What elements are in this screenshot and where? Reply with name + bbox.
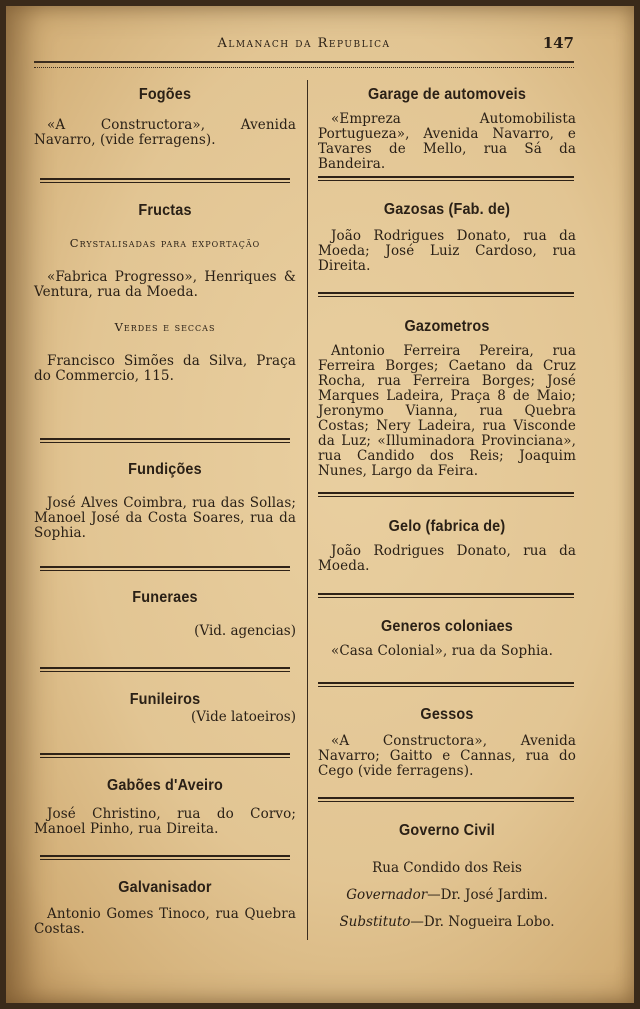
entry-text: «Casa Colonial», rua da Sophia. [331, 643, 553, 659]
entry-text: João Rodrigues Donato, rua da Moeda; José Luiz Cardoso, rua Direita. [318, 228, 576, 274]
address-line: Rua Condido dos Reis [372, 860, 522, 876]
governor-value: —Dr. José Jardim. [427, 887, 548, 903]
section-rule [318, 492, 574, 497]
section-governo-civil [318, 822, 576, 930]
section-rule [40, 753, 290, 758]
section-heading: Gabões d'Aveiro [106, 777, 224, 794]
section-rule [318, 797, 574, 802]
section-heading: Gelo (fabrica de) [388, 518, 506, 535]
section-gelo [318, 518, 576, 574]
substitute-line [318, 914, 576, 930]
substitute-value: —Dr. Nogueira Lobo. [410, 914, 555, 930]
running-title: Almanach da Republica [217, 36, 391, 51]
entry-text: João Rodrigues Donato, rua da Moeda. [318, 543, 576, 574]
book-page [6, 6, 634, 1003]
section-garage [318, 86, 576, 172]
section-rule [40, 438, 290, 443]
section-rule [40, 566, 290, 571]
governor-line [318, 887, 576, 903]
section-heading: Fundições [128, 461, 202, 478]
section-heading: Funileiros [129, 691, 201, 708]
section-heading: Generos coloniaes [381, 618, 513, 635]
page-header [34, 36, 574, 58]
section-galvanisador [34, 879, 296, 937]
section-funileiros [34, 691, 296, 725]
section-heading: Gazometros [404, 318, 490, 335]
section-funeraes [34, 589, 296, 639]
entry-text: «A Constructora», Avenida Navarro; Gaitto e Cannas, rua do Cego (vide ferragens). [318, 733, 576, 779]
section-rule [318, 593, 574, 598]
section-fructas [34, 202, 296, 384]
section-rule [318, 176, 574, 181]
column-divider [307, 80, 308, 940]
header-rule [34, 61, 574, 68]
section-gessos [318, 706, 576, 779]
entry-text: «Empreza Automobilista Portugueza», Avenida Navarro, e Tavares de Mello, rua Sá da Bandeira. [318, 111, 576, 172]
entry-text: Antonio Gomes Tinoco, rua Quebra Costas. [34, 906, 296, 937]
section-rule [40, 667, 290, 672]
section-rule [318, 292, 574, 297]
section-fogoes [34, 86, 296, 148]
subheading: Verdes e seccas [114, 320, 216, 334]
substitute-label: Substituto [339, 914, 411, 930]
page-number: 147 [542, 34, 574, 52]
cross-reference: (Vide latoeiros) [190, 709, 296, 725]
section-heading: Governo Civil [399, 822, 495, 839]
entry-text: Francisco Simões da Silva, Praça do Commercio, 115. [34, 353, 296, 384]
entry-text: «A Constructora», Avenida Navarro, (vide ferragens). [34, 117, 296, 148]
entry-text: José Alves Coimbra, rua das Sollas; Manoel José da Costa Soares, rua da Sophia. [34, 495, 296, 541]
section-heading: Funeraes [132, 589, 198, 606]
section-heading: Garage de automoveis [367, 86, 527, 103]
section-rule [40, 855, 290, 860]
entry-text: Antonio Ferreira Pereira, rua Ferreira Borges; Caetano da Cruz Rocha, rua Ferreira Borges; José Marques Ladeira, Praça 8 de Maio; Jeronymo Vianna, rua Quebra Costas; Nery Ladeira, rua Visconde da Luz; «Illuminadora Provinciana», rua Candido dos Reis; Joaquim Nunes, Largo da Feira. [318, 343, 576, 479]
section-fundicoes [34, 461, 296, 541]
section-rule [318, 682, 574, 687]
section-rule [40, 178, 290, 183]
entry-text: José Christino, rua do Corvo; Manoel Pinho, rua Direita. [34, 806, 296, 837]
entry-text: «Fabrica Progresso», Henriques & Ventura, rua da Moeda. [34, 269, 296, 300]
cross-reference: (Vid. agencias) [194, 623, 296, 639]
section-heading: Fogões [138, 86, 192, 103]
section-gazosas [318, 201, 576, 274]
governor-label: Governador [346, 887, 428, 903]
section-heading: Gessos [420, 706, 474, 723]
section-heading: Gazosas (Fab. de) [383, 201, 511, 218]
section-generos [318, 618, 576, 659]
subheading: Crystalisadas para exportação [69, 236, 261, 250]
section-gazometros [318, 318, 576, 479]
section-heading: Galvanisador [118, 879, 212, 896]
section-gaboes [34, 777, 296, 837]
section-heading: Fructas [138, 202, 192, 219]
